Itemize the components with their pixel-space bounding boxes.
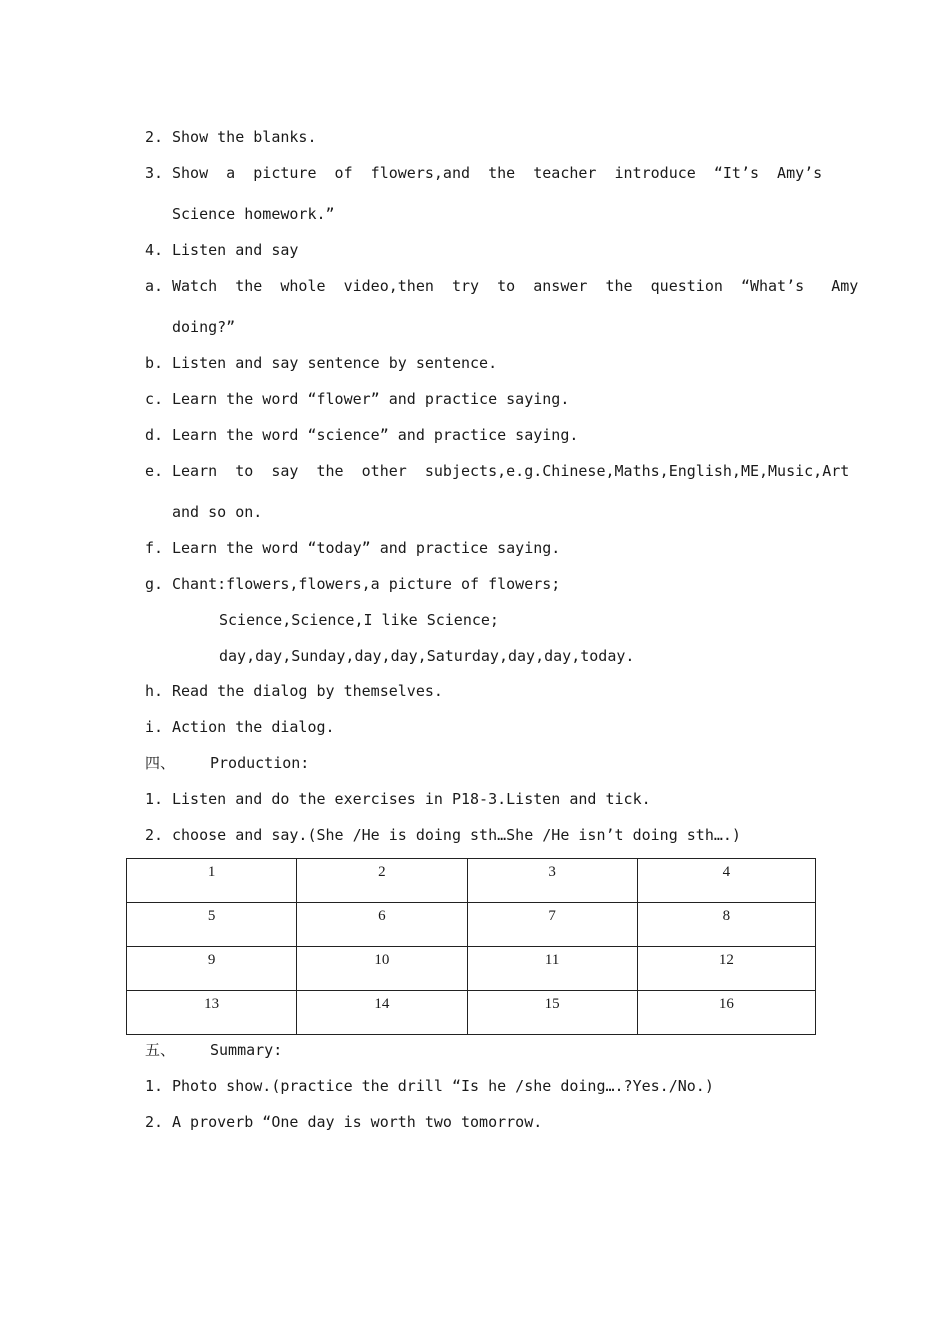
- item-text: Learn the word “today” and practice saying.: [172, 539, 561, 557]
- list-item: [145, 164, 822, 182]
- list-item: [145, 462, 849, 480]
- item-text: Watch the whole video,then try to answer the question “What’s Amy: [172, 277, 859, 295]
- list-item: [145, 1113, 542, 1131]
- item-number: 4.: [145, 241, 164, 259]
- table-cell: 10: [297, 947, 467, 991]
- item-text: Show the blanks.: [172, 128, 317, 146]
- table-row: [127, 991, 816, 1035]
- item-letter: g.: [145, 575, 164, 593]
- list-item: [145, 682, 443, 700]
- section-number: 四、: [145, 754, 176, 772]
- chant-line: day,day,Sunday,day,day,Saturday,day,day,today.: [219, 647, 635, 665]
- table-row: [127, 903, 816, 947]
- table-cell: 11: [467, 947, 637, 991]
- section-heading: [145, 754, 309, 772]
- item-text: Read the dialog by themselves.: [172, 682, 443, 700]
- item-letter: h.: [145, 682, 164, 700]
- item-text: Listen and say sentence by sentence.: [172, 354, 498, 372]
- item-continuation: and so on.: [172, 503, 263, 521]
- item-letter: a.: [145, 277, 164, 295]
- item-number: 1.: [145, 790, 164, 808]
- list-item: [145, 277, 858, 295]
- list-item: [145, 826, 741, 844]
- item-text: Show a picture of flowers,and the teacher introduce “It’s Amy’s: [172, 164, 823, 182]
- list-item: [145, 390, 569, 408]
- section-title: Production:: [210, 754, 310, 772]
- list-item: [145, 426, 578, 444]
- item-text: Listen and do the exercises in P18-3.Listen and tick.: [172, 790, 651, 808]
- item-number: 1.: [145, 1077, 164, 1095]
- item-text: Learn to say the other subjects,e.g.Chinese,Maths,English,ME,Music,Art: [172, 462, 850, 480]
- item-number: 3.: [145, 164, 164, 182]
- list-item: [145, 539, 560, 557]
- chant-line: Science,Science,I like Science;: [219, 611, 499, 629]
- item-continuation: Science homework.”: [172, 205, 335, 223]
- item-text: Chant:flowers,flowers,a picture of flowers;: [172, 575, 561, 593]
- table-cell: 14: [297, 991, 467, 1035]
- item-letter: b.: [145, 354, 164, 372]
- table-cell: 6: [297, 903, 467, 947]
- table-cell: 16: [637, 991, 815, 1035]
- table-cell: 12: [637, 947, 815, 991]
- section-title: Summary:: [210, 1041, 283, 1059]
- item-text: Listen and say: [172, 241, 299, 259]
- table-cell: 4: [637, 859, 815, 903]
- section-heading: [145, 1041, 282, 1059]
- list-item: [145, 354, 497, 372]
- section-number: 五、: [145, 1041, 176, 1059]
- table-cell: 15: [467, 991, 637, 1035]
- item-text: Learn the word “science” and practice saying.: [172, 426, 579, 444]
- table-cell: 8: [637, 903, 815, 947]
- table-cell: 5: [127, 903, 297, 947]
- table-cell: 2: [297, 859, 467, 903]
- list-item: [145, 575, 560, 593]
- list-item: [145, 1077, 714, 1095]
- item-text: choose and say.(She /He is doing sth…She /He isn’t doing sth….): [172, 826, 741, 844]
- item-text: A proverb “One day is worth two tomorrow.: [172, 1113, 543, 1131]
- item-letter: i.: [145, 718, 164, 736]
- table-cell: 3: [467, 859, 637, 903]
- item-continuation: doing?”: [172, 318, 236, 336]
- list-item: [145, 241, 298, 259]
- table-row: [127, 947, 816, 991]
- item-letter: d.: [145, 426, 164, 444]
- item-letter: e.: [145, 462, 164, 480]
- item-text: Learn the word “flower” and practice saying.: [172, 390, 570, 408]
- item-text: Action the dialog.: [172, 718, 335, 736]
- table-cell: 9: [127, 947, 297, 991]
- table-cell: 7: [467, 903, 637, 947]
- table-row: [127, 859, 816, 903]
- item-number: 2.: [145, 1113, 164, 1131]
- item-number: 2.: [145, 128, 164, 146]
- item-number: 2.: [145, 826, 164, 844]
- item-letter: c.: [145, 390, 164, 408]
- number-table: [126, 858, 816, 1035]
- list-item: [145, 128, 317, 146]
- item-letter: f.: [145, 539, 164, 557]
- table-cell: 1: [127, 859, 297, 903]
- list-item: [145, 718, 335, 736]
- list-item: [145, 790, 651, 808]
- table-cell: 13: [127, 991, 297, 1035]
- item-text: Photo show.(practice the drill “Is he /she doing….?Yes./No.): [172, 1077, 714, 1095]
